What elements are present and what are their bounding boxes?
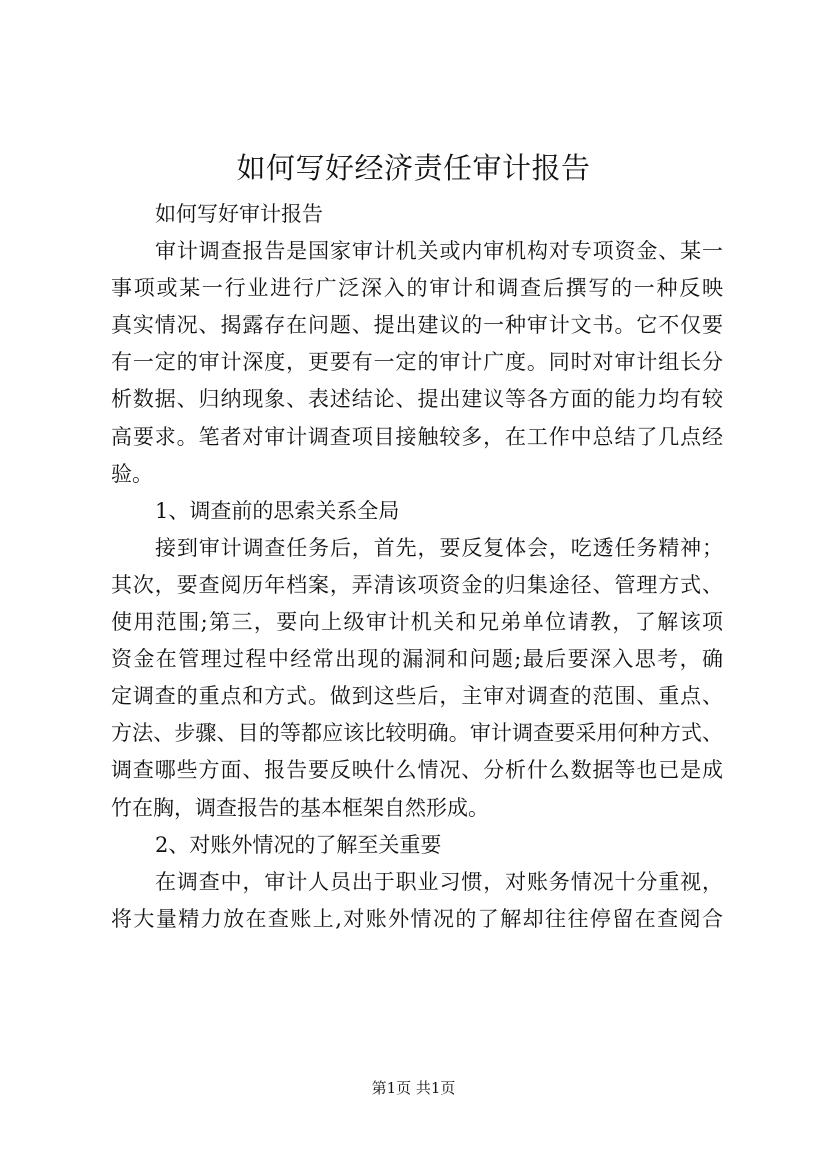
page-footer: 第1页 共1页 [371,1079,456,1097]
text-line: 将大量精力放在查账上,对账外情况的了解却往往停留在查阅合 [111,906,723,931]
text-line: 接到审计调查任务后，首先，要反复体会，吃透任务精神； [155,535,723,560]
text-line: 高要求。笔者对审计调查项目接触较多，在工作中总结了几点经 [111,424,723,449]
text-line: 资金在管理过程中经常出现的漏洞和问题;最后要深入思考，确 [111,647,723,672]
text-line: 使用范围;第三，要向上级审计机关和兄弟单位请教，了解该项 [111,610,723,635]
text-line: 在调查中，审计人员出于职业习惯，对账务情况十分重视， [155,869,723,894]
text-line: 如何写好审计报告 [155,202,323,226]
text-line: 方法、步骤、目的等都应该比较明确。审计调查要采用何种方式、 [111,721,723,746]
text-line: 其次，要查阅历年档案，弄清该项资金的归集途径、管理方式、 [111,572,723,597]
document-title: 如何写好经济责任审计报告 [236,151,591,185]
text-line: 1、调查前的思索关系全局 [155,498,400,523]
text-line: 2、对账外情况的了解至关重要 [155,832,442,857]
text-line: 有一定的审计深度，更要有一定的审计广度。同时对审计组长分 [111,350,723,375]
text-line: 调查哪些方面、报告要反映什么情况、分析什么数据等也已是成 [111,758,723,783]
text-line: 验。 [111,461,153,486]
text-line: 定调查的重点和方式。做到这些后，主审对调查的范围、重点、 [111,684,723,709]
text-line: 事项或某一行业进行广泛深入的审计和调查后撰写的一种反映 [111,276,723,301]
text-line: 析数据、归纳现象、表述结论、提出建议等各方面的能力均有较 [111,387,723,412]
text-line: 真实情况、揭露存在问题、提出建议的一种审计文书。它不仅要 [111,313,723,338]
document-body [111,196,723,938]
text-line: 审计调查报告是国家审计机关或内审机构对专项资金、某一 [155,239,723,264]
text-line: 竹在胸，调查报告的基本框架自然形成。 [111,795,489,820]
